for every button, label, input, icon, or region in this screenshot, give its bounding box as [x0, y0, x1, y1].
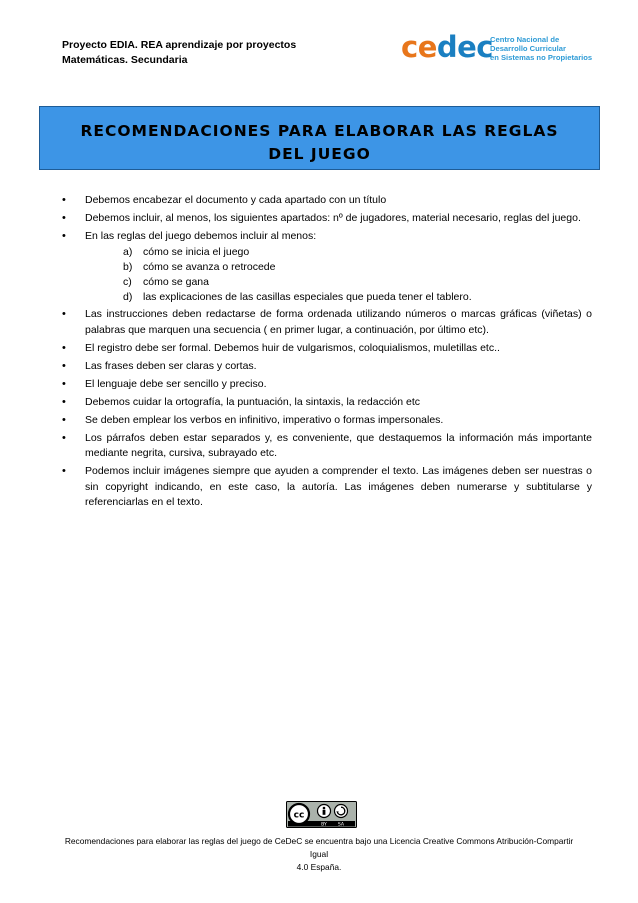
cedec-logo-subtitle: Centro Nacional de Desarrollo Curricular en Sistemas no Propietarios [490, 35, 593, 62]
sublist-item: c) cómo se gana [123, 275, 209, 288]
bullet-icon: • [62, 395, 66, 408]
cc-sa-label: SA [337, 822, 345, 828]
bullet-icon: • [62, 230, 66, 242]
subject-line: Matemáticas. Secundaria [62, 54, 188, 66]
cc-by-sa-badge-icon[interactable] [286, 801, 357, 828]
bullet-icon: • [62, 377, 66, 390]
list-item: • Las instrucciones deben redactarse de forma ordenada utilizando números o marcas gráficas (viñetas) o palabras que marquen una secuencia ( en primer lugar, a continuación, por último etc). [62, 308, 592, 336]
bullet-icon: • [62, 194, 66, 206]
bullet-icon: • [62, 465, 66, 477]
sublist-item: b) cómo se avanza o retrocede [123, 260, 276, 273]
list-item: • Las frases deben ser claras y cortas. [62, 359, 592, 375]
svg-text:cc: cc [293, 810, 305, 821]
footer-line-1: Recomendaciones para elaborar las reglas del juego de CeDeC se encuentra bajo una Licencia Creative Commons Atribución-Compartir Igual [64, 836, 574, 859]
cedec-logo [401, 30, 601, 68]
page-header [62, 38, 296, 68]
list-item: • Debemos incluir, al menos, los siguientes apartados: nº de jugadores, material necesario, reglas del juego. [62, 211, 592, 227]
page-title: RECOMENDACIONES PARA ELABORAR LAS REGLAS DEL JUEGO [80, 122, 559, 163]
cc-by-label: BY [321, 822, 327, 828]
sublist-item: d) las explicaciones de las casillas especiales que pueda tener el tablero. [123, 290, 472, 303]
recommendations-list [62, 193, 592, 513]
bullet-icon: • [62, 431, 66, 444]
list-item: • Podemos incluir imágenes siempre que ayuden a comprender el texto. Las imágenes deben ser nuestras o sin copyright indicando, en este caso, la autoría. Las imágenes deben numerarse y subtitularse y referenciarlas en el texto. [62, 465, 592, 508]
list-item: • Los párrafos deben estar separados y, es conveniente, que destaquemos la información más importante mediante negrita, cursiva, subrayado etc. [62, 431, 592, 459]
project-line: Proyecto EDIA. REA aprendizaje por proyectos [62, 39, 297, 51]
bullet-icon: • [62, 308, 66, 320]
license-footer [60, 835, 578, 874]
bullet-icon: • [62, 341, 66, 354]
list-item: • Debemos encabezar el documento y cada apartado con un título [62, 193, 592, 209]
list-item: • En las reglas del juego debemos incluir al menos: a) cómo se inicia el juego b) cómo se avanza o retrocede c) cómo se gana d) las explicaciones de las casillas especiales que pueda tener el tablero. [62, 229, 592, 305]
list-item: • El lenguaje debe ser sencillo y preciso. [62, 377, 592, 393]
bullet-icon: • [62, 359, 66, 372]
list-item: • Se deben emplear los verbos en infinitivo, imperativo o formas impersonales. [62, 413, 592, 429]
bullet-icon: • [62, 212, 66, 224]
sublist-item: a) cómo se inicia el juego [123, 245, 250, 258]
list-item: • El registro debe ser formal. Debemos huir de vulgarismos, coloquialismos, muletillas etc.. [62, 341, 592, 357]
rules-sublist [85, 245, 592, 305]
footer-line-2: 4.0 España. [296, 862, 342, 872]
list-item: • Debemos cuidar la ortografía, la puntuación, la sintaxis, la redacción etc [62, 395, 592, 411]
bullet-icon: • [62, 413, 66, 426]
cedec-logo-word: cedec [401, 30, 493, 64]
title-banner [39, 106, 600, 170]
